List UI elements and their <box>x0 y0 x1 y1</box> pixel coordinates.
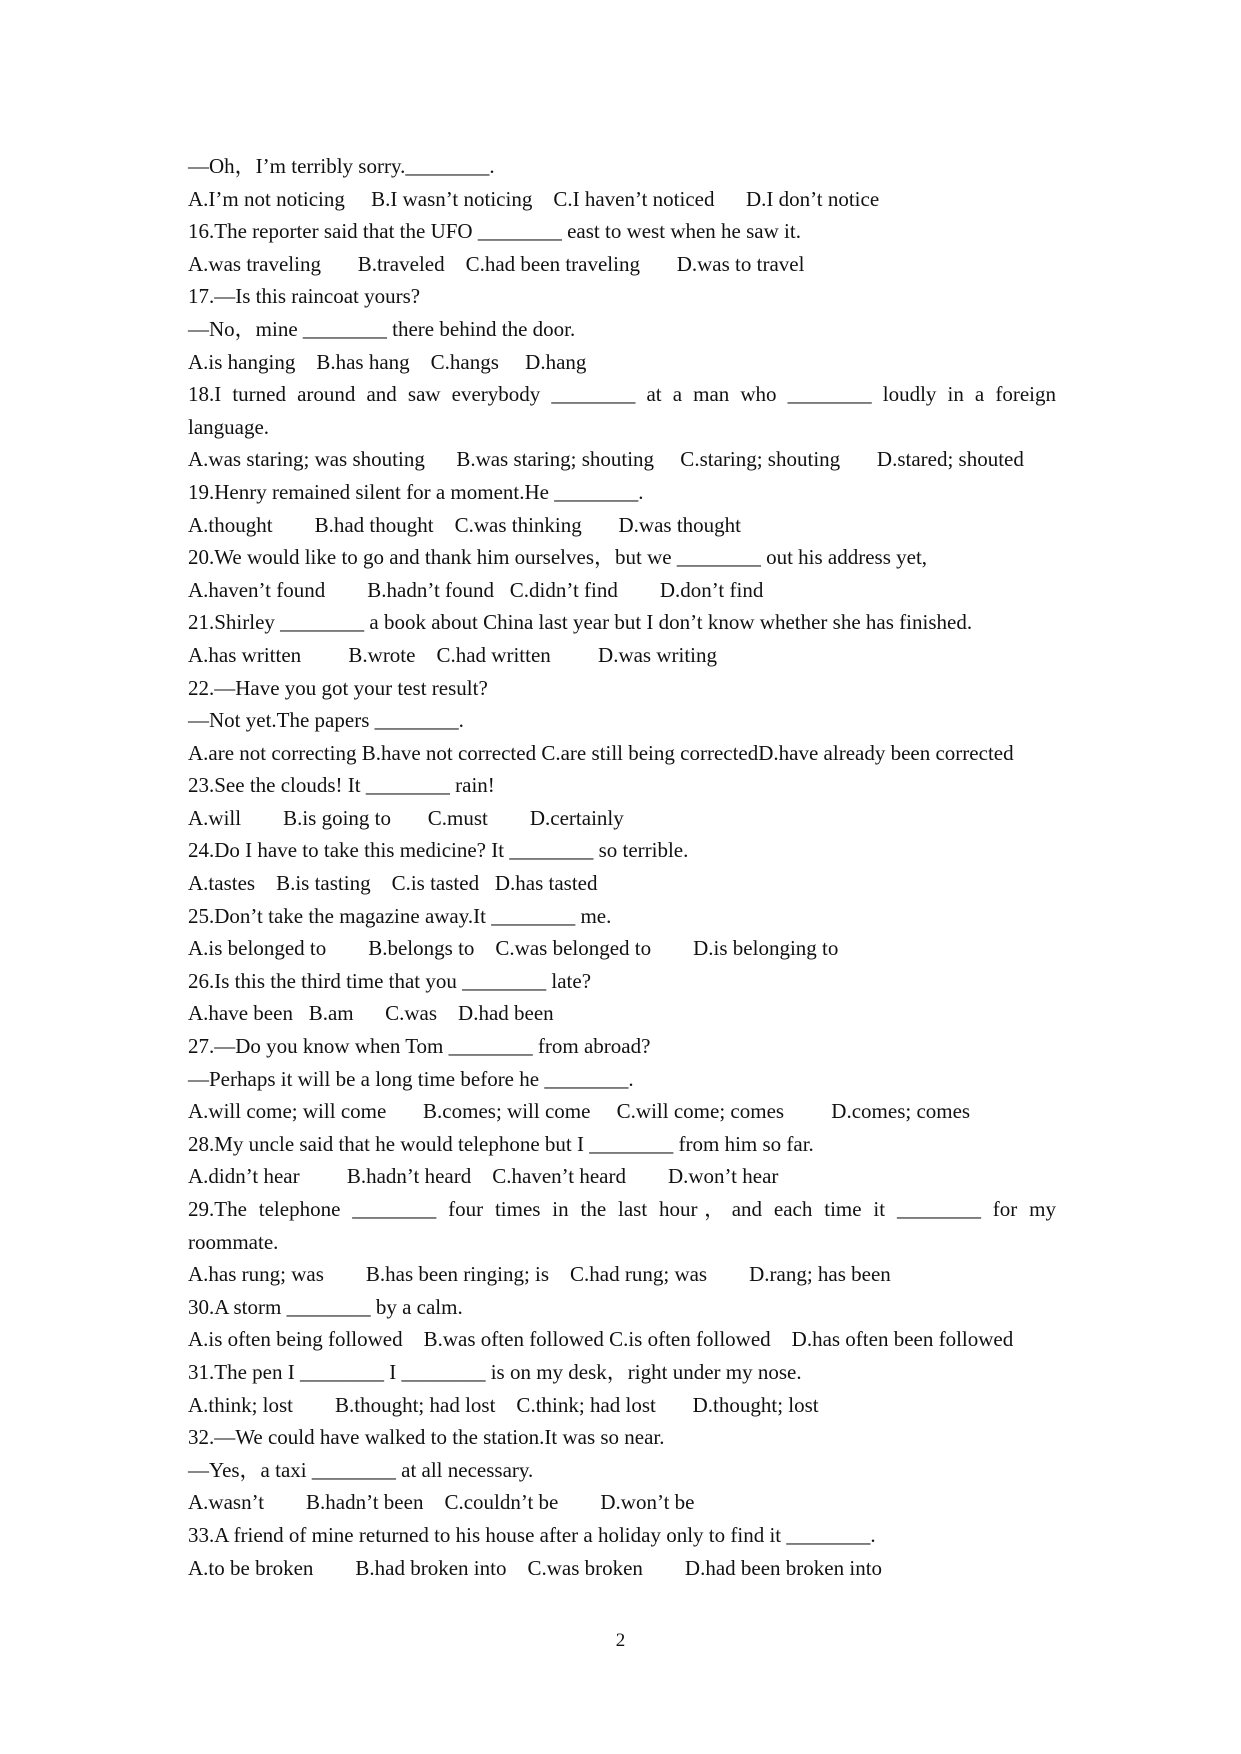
options-line: A.will come; will come B.comes; will come C.will come; comes D.comes; comes <box>188 1099 971 1124</box>
options-line: A.are not correcting B.have not corrected C.are still being correctedD.have already been corrected <box>188 740 1014 765</box>
options-line: A.have been B.am C.was D.had been <box>188 1001 554 1026</box>
question-17: 17.—Is this raincoat yours? <box>188 284 421 309</box>
question-22: 22.—Have you got your test result? <box>188 675 488 700</box>
question-16: 16.The reporter said that the UFO ________ east to west when he saw it. <box>188 219 801 244</box>
document-body <box>188 150 1056 1584</box>
options-line: A.think; lost B.thought; had lost C.think; had lost D.thought; lost <box>188 1392 819 1417</box>
question-31: 31.The pen I ________ I ________ is on my desk，right under my nose. <box>188 1359 802 1384</box>
options-line: A.was traveling B.traveled C.had been traveling D.was to travel <box>188 251 805 276</box>
text-line: —Yes，a taxi ________ at all necessary. <box>188 1457 534 1482</box>
options-line: A.will B.is going to C.must D.certainly <box>188 805 624 830</box>
question-25: 25.Don’t take the magazine away.It ________ me. <box>188 903 612 928</box>
text-line: —No，mine ________ there behind the door. <box>188 316 576 341</box>
options-line: A.is hanging B.has hang C.hangs D.hang <box>188 349 587 374</box>
question-18: 18.I turned around and saw everybody ________ at a man who ________ loudly in a foreign <box>188 382 1056 407</box>
options-line: A.is belonged to B.belongs to C.was belonged to D.is belonging to <box>188 936 839 961</box>
text-line: roommate. <box>188 1229 279 1254</box>
options-line: A.has written B.wrote C.had written D.was writing <box>188 642 718 667</box>
page-number: 2 <box>615 1630 626 1651</box>
options-line: A.tastes B.is tasting C.is tasted D.has tasted <box>188 871 598 896</box>
options-line: A.didn’t hear B.hadn’t heard C.haven’t heard D.won’t hear <box>188 1164 779 1189</box>
question-30: 30.A storm ________ by a calm. <box>188 1294 463 1319</box>
options-line: A.was staring; was shouting B.was staring; shouting C.staring; shouting D.stared; shouted <box>188 447 1024 472</box>
question-24: 24.Do I have to take this medicine? It ________ so terrible. <box>188 838 689 863</box>
question-21: 21.Shirley ________ a book about China last year but I don’t know whether she has finished. <box>188 610 973 635</box>
question-19: 19.Henry remained silent for a moment.He ________. <box>188 479 644 504</box>
options-line: A.has rung; was B.has been ringing; is C.had rung; was D.rang; has been <box>188 1262 891 1287</box>
question-29: 29.The telephone ________ four times in the last hour，and each time it ________ for my <box>188 1197 1056 1221</box>
question-20: 20.We would like to go and thank him ourselves，but we ________ out his address yet, <box>188 545 928 570</box>
options-line: A.wasn’t B.hadn’t been C.couldn’t be D.won’t be <box>188 1490 695 1515</box>
question-26: 26.Is this the third time that you ________ late? <box>188 968 592 993</box>
text-line: language. <box>188 414 270 439</box>
text-line: —Perhaps it will be a long time before he ________. <box>188 1066 634 1091</box>
options-line: A.to be broken B.had broken into C.was broken D.had been broken into <box>188 1555 883 1580</box>
text-line: —Not yet.The papers ________. <box>188 708 464 733</box>
options-line: A.haven’t found B.hadn’t found C.didn’t find D.don’t find <box>188 577 764 602</box>
question-23: 23.See the clouds! It ________ rain! <box>188 773 495 798</box>
text-line: —Oh，I’m terribly sorry.________. <box>188 154 495 178</box>
options-line: A.I’m not noticing B.I wasn’t noticing C.I haven’t noticed D.I don’t notice <box>188 186 880 211</box>
question-33: 33.A friend of mine returned to his house after a holiday only to find it ________. <box>188 1522 876 1547</box>
options-line: A.is often being followed B.was often followed C.is often followed D.has often been followed <box>188 1327 1014 1352</box>
question-28: 28.My uncle said that he would telephone but I ________ from him so far. <box>188 1131 814 1156</box>
question-32: 32.—We could have walked to the station.It was so near. <box>188 1425 665 1450</box>
options-line: A.thought B.had thought C.was thinking D.was thought <box>188 512 741 537</box>
question-27: 27.—Do you know when Tom ________ from abroad? <box>188 1034 651 1059</box>
